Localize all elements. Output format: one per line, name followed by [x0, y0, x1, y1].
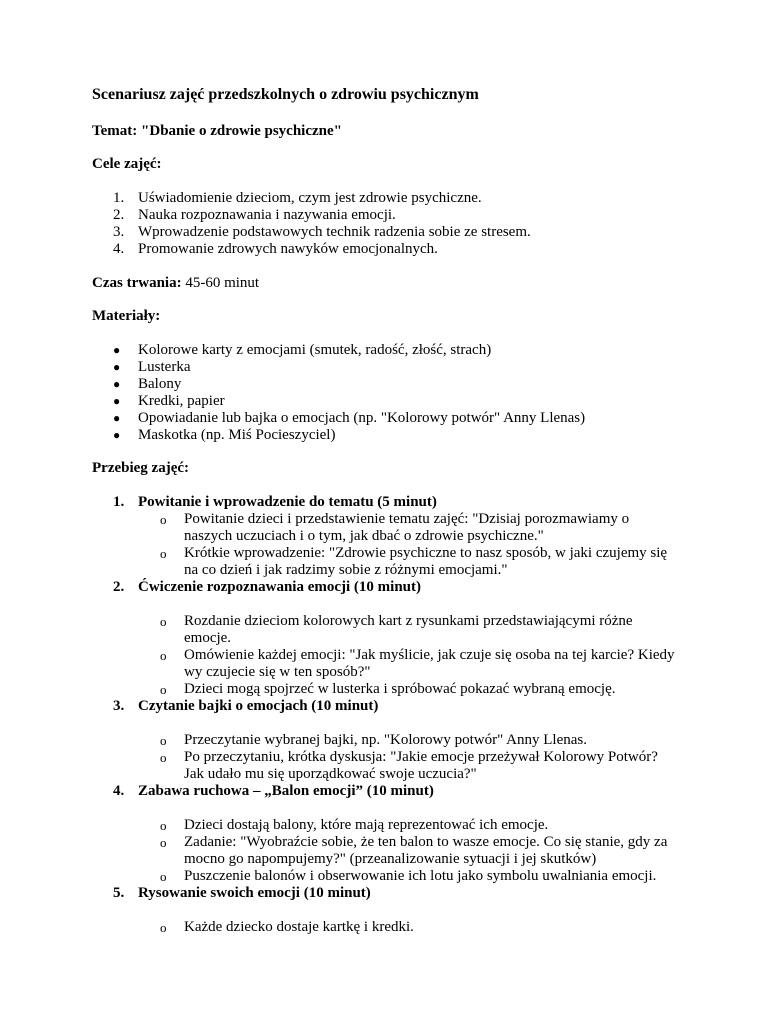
step-title: 4. Zabawa ruchowa – „Balon emocji” (10 minut)	[113, 783, 434, 799]
step-title: 2. Ćwiczenie rozpoznawania emocji (10 minut)	[113, 579, 422, 595]
topic-label: Temat:	[92, 123, 138, 139]
goal-item: 1. Uświadomienie dzieciom, czym jest zdrowie psychiczne.	[113, 190, 482, 206]
topic-line	[92, 123, 342, 140]
material-item: ● Balony	[113, 376, 182, 392]
step-title: 3. Czytanie bajki o emocjach (10 minut)	[113, 698, 379, 714]
step-subitem: o Każde dziecko dostaje kartkę i kredki.	[160, 919, 414, 935]
material-item: ● Maskotka (np. Miś Pocieszyciel)	[113, 427, 336, 443]
goal-item: 2. Nauka rozpoznawania i nazywania emocji.	[113, 207, 396, 223]
material-item: ● Kolorowe karty z emocjami (smutek, radość, złość, strach)	[113, 342, 492, 358]
material-item: ● Lusterka	[113, 359, 191, 375]
goal-item: 3. Wprowadzenie podstawowych technik radzenia sobie ze stresem.	[113, 224, 531, 240]
step-title: 5. Rysowanie swoich emocji (10 minut)	[113, 885, 371, 901]
step-title: 1. Powitanie i wprowadzenie do tematu (5 minut)	[113, 494, 437, 510]
course-heading: Przebieg zajęć:	[92, 460, 190, 476]
materials-heading: Materiały:	[92, 308, 161, 324]
step-subitem: o Po przeczytaniu, krótka dyskusja: "Jakie emocje przeżywał Kolorowy Potwór? Jak udało mu się uporządkować swoje uczucia?"	[160, 749, 658, 782]
step-subitem: o Puszczenie balonów i obserwowanie ich lotu jako symbolu uwalniania emocji.	[160, 868, 657, 884]
step-subitem: o Dzieci mogą spojrzeć w lusterka i spróbować pokazać wybraną emocję.	[160, 681, 616, 697]
duration-value: 45-60 minut	[185, 275, 260, 291]
goals-heading: Cele zajęć:	[92, 156, 162, 172]
step-subitem: o Powitanie dzieci i przedstawienie tematu zajęć: "Dzisiaj porozmawiamy o naszych uczuciach i o tym, jak dbać o zdrowie psychiczne."	[160, 511, 630, 544]
document-title: Scenariusz zajęć przedszkolnych o zdrowiu psychicznym	[92, 86, 479, 103]
step-subitem: o Omówienie każdej emocji: "Jak myślicie, jak czuje się osoba na tej karcie? Kiedy wy czujecie się w ten sposób?"	[160, 647, 675, 680]
material-item: ● Kredki, papier	[113, 393, 225, 409]
step-subitem: o Rozdanie dzieciom kolorowych kart z rysunkami przedstawiającymi różne emocje.	[160, 613, 633, 646]
material-item: ● Opowiadanie lub bajka o emocjach (np. "Kolorowy potwór" Anny Llenas)	[113, 410, 586, 426]
duration-line	[92, 275, 259, 292]
step-subitem: o Krótkie wprowadzenie: "Zdrowie psychiczne to nasz sposób, w jaki czujemy się na co dzień i jak radzimy sobie z różnymi emocjami."	[160, 545, 668, 578]
step-subitem: o Dzieci dostają balony, które mają reprezentować ich emocje.	[160, 817, 549, 833]
topic-value: "Dbanie o zdrowie psychiczne"	[141, 123, 342, 139]
step-subitem: o Zadanie: "Wyobraźcie sobie, że ten balon to wasze emocje. Co się stanie, gdy za mocno go napompujemy?" (przeanalizowanie sytuacji i jej skutków)	[160, 834, 668, 867]
goal-item: 4. Promowanie zdrowych nawyków emocjonalnych.	[113, 241, 438, 257]
step-subitem: o Przeczytanie wybranej bajki, np. "Kolorowy potwór" Anny Llenas.	[160, 732, 587, 748]
duration-label: Czas trwania:	[92, 275, 182, 291]
